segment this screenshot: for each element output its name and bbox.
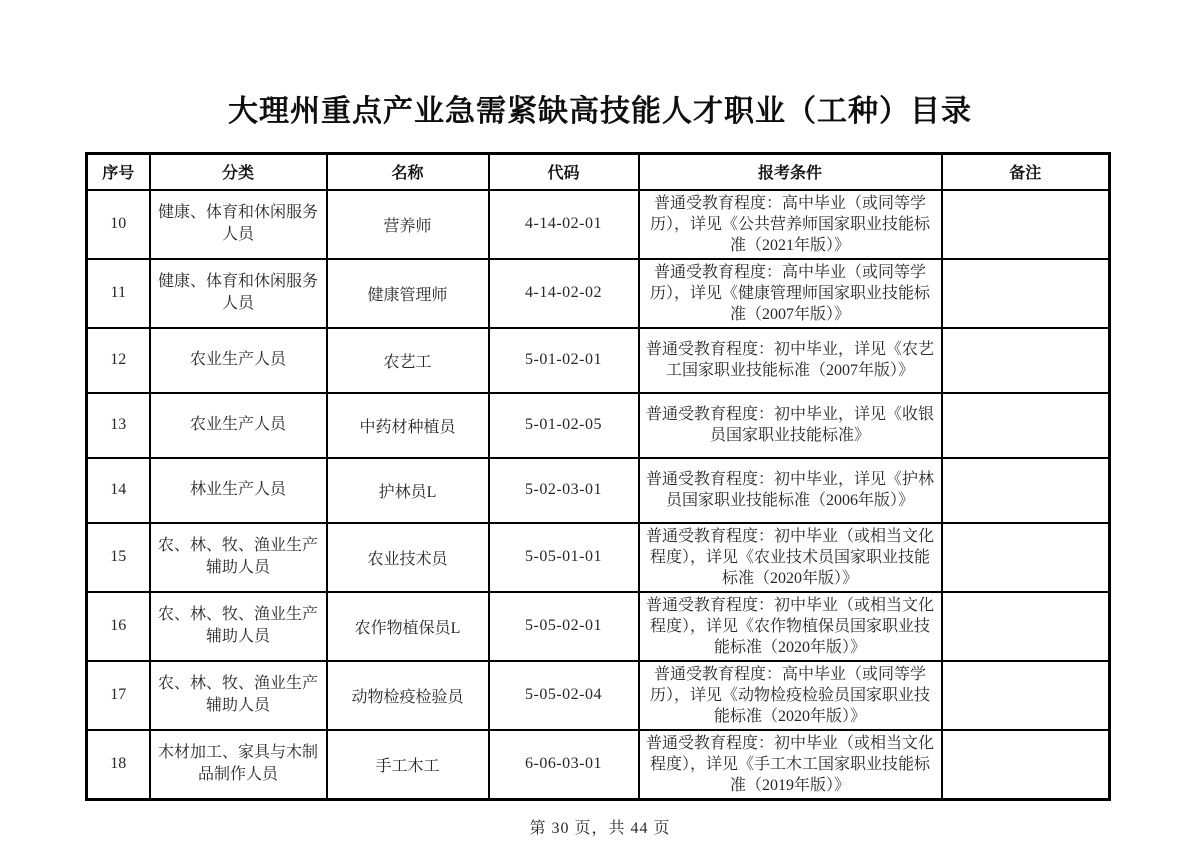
- cell-code: 5-01-02-01: [489, 328, 639, 393]
- catalog-table: [85, 152, 1111, 801]
- cell-remark: [942, 458, 1110, 523]
- page-title: 大理州重点产业急需紧缺高技能人才职业（工种）目录: [228, 95, 972, 128]
- cell-no: 13: [87, 393, 150, 458]
- col-header-remark: 备注: [942, 154, 1110, 190]
- cell-name: 营养师: [327, 190, 489, 259]
- cell-code: 5-01-02-05: [489, 393, 639, 458]
- cell-name: 中药材种植员: [327, 393, 489, 458]
- cell-remark: [942, 661, 1110, 730]
- cell-name: 护林员L: [327, 458, 489, 523]
- table-header-row: [87, 154, 1110, 190]
- cell-no: 18: [87, 730, 150, 800]
- cell-name: 手工木工: [327, 730, 489, 800]
- col-header-name: 名称: [327, 154, 489, 190]
- cell-category: 林业生产人员: [150, 458, 327, 523]
- table-row: [87, 458, 1110, 523]
- cell-category: 健康、体育和休闲服务人员: [150, 190, 327, 259]
- cell-code: 6-06-03-01: [489, 730, 639, 800]
- cell-remark: [942, 523, 1110, 592]
- cell-condition: 普通受教育程度：高中毕业（或同等学历），详见《动物检疫检验员国家职业技能标准（2020年版）》: [639, 661, 942, 730]
- cell-no: 17: [87, 661, 150, 730]
- cell-category: 农、林、牧、渔业生产辅助人员: [150, 592, 327, 661]
- cell-no: 10: [87, 190, 150, 259]
- cell-condition: 普通受教育程度：初中毕业，详见《农艺工国家职业技能标准（2007年版）》: [639, 328, 942, 393]
- table-row: [87, 592, 1110, 661]
- cell-remark: [942, 259, 1110, 328]
- cell-remark: [942, 190, 1110, 259]
- cell-code: 5-05-02-04: [489, 661, 639, 730]
- cell-no: 15: [87, 523, 150, 592]
- table-row: [87, 190, 1110, 259]
- page-number: 第 30 页，共 44 页: [529, 819, 671, 837]
- cell-name: 农作物植保员L: [327, 592, 489, 661]
- cell-no: 16: [87, 592, 150, 661]
- cell-condition: 普通受教育程度：初中毕业，详见《收银员国家职业技能标准》: [639, 393, 942, 458]
- cell-name: 农业技术员: [327, 523, 489, 592]
- cell-no: 14: [87, 458, 150, 523]
- cell-remark: [942, 592, 1110, 661]
- cell-condition: 普通受教育程度：初中毕业（或相当文化程度），详见《手工木工国家职业技能标准（2019年版）》: [639, 730, 942, 800]
- table-row: [87, 523, 1110, 592]
- cell-name: 动物检疫检验员: [327, 661, 489, 730]
- cell-code: 4-14-02-02: [489, 259, 639, 328]
- cell-category: 健康、体育和休闲服务人员: [150, 259, 327, 328]
- cell-code: 5-05-01-01: [489, 523, 639, 592]
- cell-condition: 普通受教育程度：高中毕业（或同等学历），详见《健康管理师国家职业技能标准（2007年版）》: [639, 259, 942, 328]
- cell-name: 健康管理师: [327, 259, 489, 328]
- cell-no: 11: [87, 259, 150, 328]
- cell-category: 农业生产人员: [150, 393, 327, 458]
- col-header-condition: 报考条件: [639, 154, 942, 190]
- cell-category: 农业生产人员: [150, 328, 327, 393]
- cell-remark: [942, 328, 1110, 393]
- cell-no: 12: [87, 328, 150, 393]
- table-row: [87, 393, 1110, 458]
- cell-code: 5-02-03-01: [489, 458, 639, 523]
- table-row: [87, 730, 1110, 800]
- col-header-category: 分类: [150, 154, 327, 190]
- table-body: [87, 190, 1110, 800]
- cell-category: 农、林、牧、渔业生产辅助人员: [150, 661, 327, 730]
- cell-remark: [942, 393, 1110, 458]
- cell-condition: 普通受教育程度：初中毕业（或相当文化程度），详见《农作物植保员国家职业技能标准（2020年版）》: [639, 592, 942, 661]
- table-row: [87, 328, 1110, 393]
- cell-category: 木材加工、家具与木制品制作人员: [150, 730, 327, 800]
- table-row: [87, 259, 1110, 328]
- cell-condition: 普通受教育程度：高中毕业（或同等学历），详见《公共营养师国家职业技能标准（2021年版）》: [639, 190, 942, 259]
- cell-condition: 普通受教育程度：初中毕业（或相当文化程度），详见《农业技术员国家职业技能标准（2020年版）》: [639, 523, 942, 592]
- cell-code: 5-05-02-01: [489, 592, 639, 661]
- cell-remark: [942, 730, 1110, 800]
- cell-category: 农、林、牧、渔业生产辅助人员: [150, 523, 327, 592]
- cell-condition: 普通受教育程度：初中毕业，详见《护林员国家职业技能标准（2006年版）》: [639, 458, 942, 523]
- col-header-no: 序号: [87, 154, 150, 190]
- col-header-code: 代码: [489, 154, 639, 190]
- cell-code: 4-14-02-01: [489, 190, 639, 259]
- cell-name: 农艺工: [327, 328, 489, 393]
- table-row: [87, 661, 1110, 730]
